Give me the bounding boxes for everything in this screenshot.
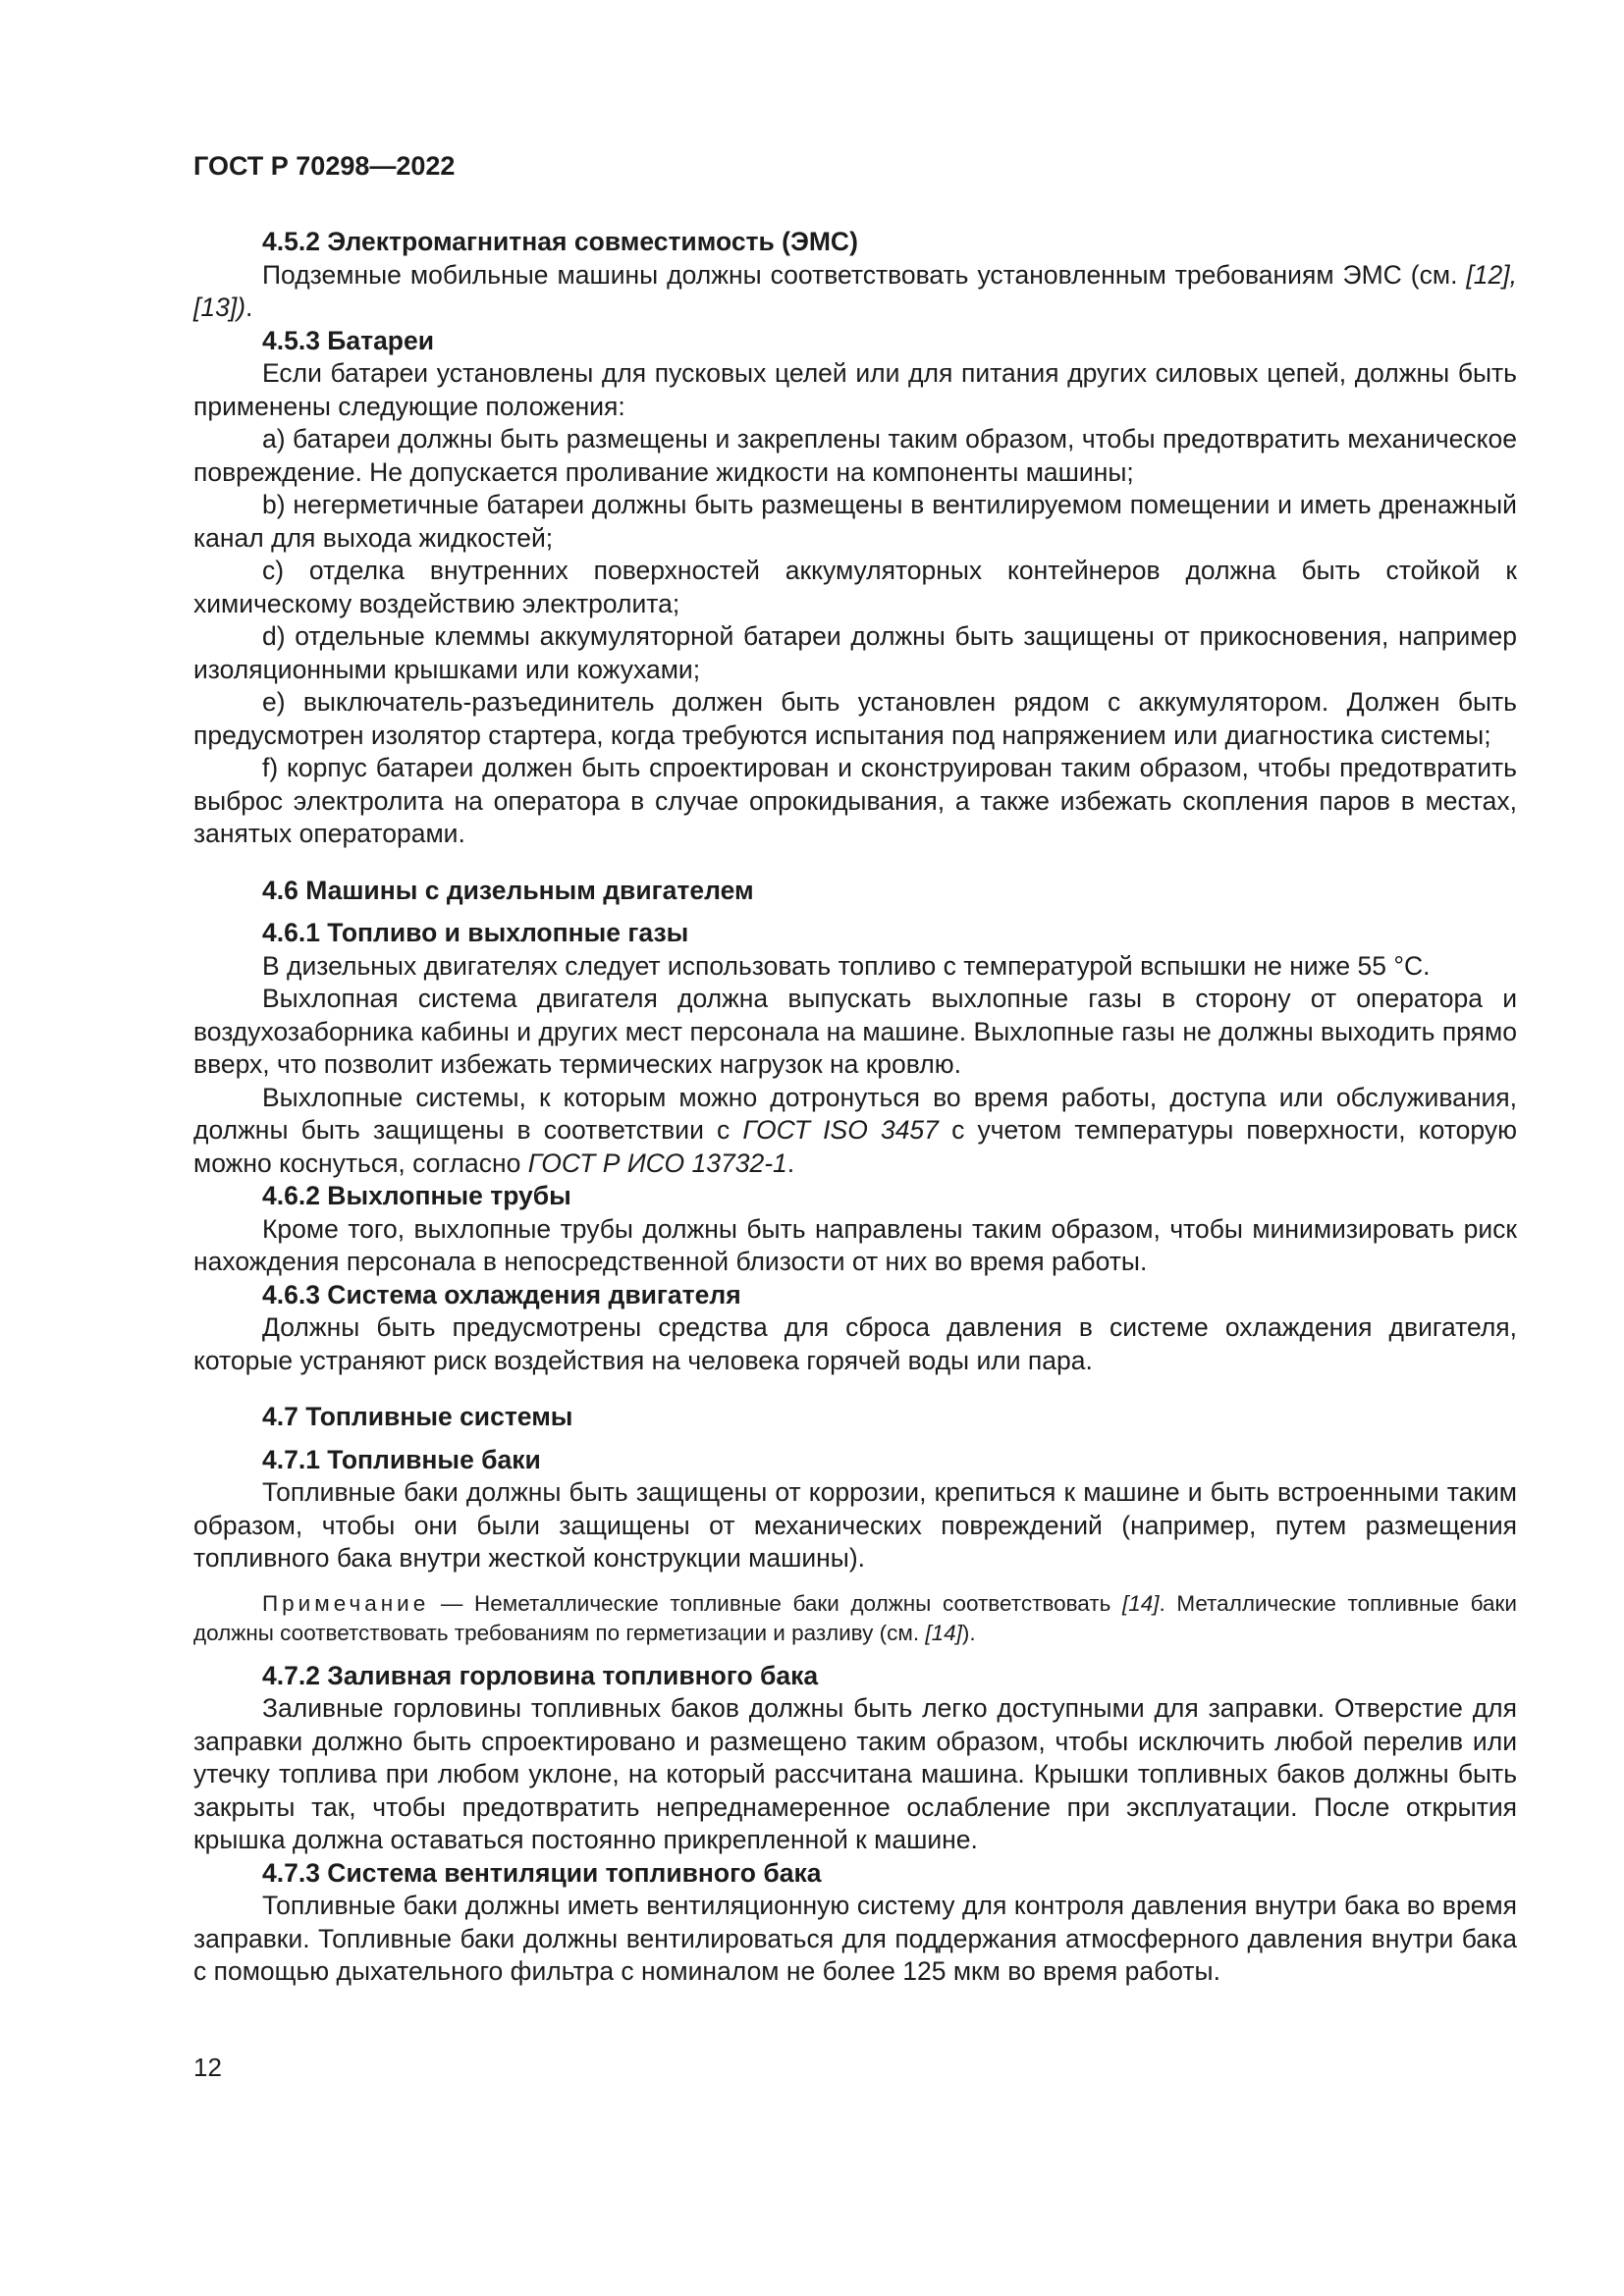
reference-link: [14]	[925, 1620, 962, 1645]
list-item-b: b) негерметичные батареи должны быть размещены в вентилируемом помещении и иметь дренажный канал для выхода жидкостей;	[193, 490, 1517, 553]
section-4-6-2-title: 4.6.2 Выхлопные трубы	[262, 1181, 571, 1210]
section-4-6-title: 4.6 Машины с дизельным двигателем	[262, 875, 754, 905]
section-4-7-3-paragraph: Топливные баки должны иметь вентиляционную систему для контроля давления внутри бака во время заправки. Топливные баки должны вентилироваться для поддержания атмосферного давления внутри бака с помощью дыхательного фильтра с номиналом не более 125 мкм во время работы.	[193, 1891, 1517, 1986]
section-4-6-1-paragraph-3	[193, 1082, 1517, 1181]
section-4-5-3-title: 4.5.3 Батареи	[262, 325, 435, 355]
paragraph-text: Выхлопные системы, к которым можно дотронуться во время работы, доступа или обслуживания, должны быть защищены в соответствии с	[193, 1082, 1517, 1145]
note-text: — Неметаллические топливные баки должны соответствовать	[440, 1590, 1111, 1616]
document-code-header: ГОСТ Р 70298—2022	[193, 151, 456, 181]
note-block	[193, 1589, 1517, 1648]
section-4-7-title: 4.7 Топливные системы	[262, 1402, 573, 1431]
list-item-e: e) выключатель-разъединитель должен быть установлен рядом с аккумулятором. Должен быть предусмотрен изолятор стартера, когда требуются испытания под напряжением или диагностика системы;	[193, 687, 1517, 750]
section-4-5-2-paragraph	[193, 259, 1517, 325]
section-4-6-1-paragraph-1: В дизельных двигателях следует использовать топливо с температурой вспышки не ниже 55 °C.	[262, 950, 1431, 981]
section-4-7-2-paragraph: Заливные горловины топливных баков должны быть легко доступными для заправки. Отверстие для заправки должно быть спроектировано и размещено таким образом, чтобы исключить любой перелив или утечку топлива при любом уклоне, на который рассчитана машина. Крышки топливных баков должны быть закрыты так, чтобы предотвратить непреднамеренное ослабление при эксплуатации. После открытия крышка должна оставаться постоянно прикрепленной к машине.	[193, 1693, 1517, 1854]
section-4-6-2-paragraph: Кроме того, выхлопные трубы должны быть направлены таким образом, чтобы минимизировать риск нахождения персонала в непосредственной близости от них во время работы.	[193, 1213, 1517, 1276]
section-4-7-1-title: 4.7.1 Топливные баки	[262, 1444, 541, 1474]
section-4-6-1-paragraph-2: Выхлопная система двигателя должна выпускать выхлопные газы в сторону от оператора и воздухозаборника кабины и других мест персонала на машине. Выхлопные газы не должны выходить прямо вверх, что позволит избежать термических нагрузок на кровлю.	[193, 984, 1517, 1079]
list-item-f: f) корпус батареи должен быть спроектирован и сконструирован таким образом, чтобы предотвратить выброс электролита на оператора в случае опрокидывания, а также избежать скопления паров в местах, занятых операторами.	[193, 753, 1517, 848]
note-text: . Металлические топливные баки должны соответствовать требованиям по герметизации и разливу (см.	[193, 1590, 1517, 1645]
list-item-a: a) батареи должны быть размещены и закреплены таким образом, чтобы предотвратить механическое повреждение. Не допускается проливание жидкости на компоненты машины;	[193, 424, 1517, 487]
section-4-6-3-paragraph: Должны быть предусмотрены средства для сброса давления в системе охлаждения двигателя, которые устраняют риск воздействия на человека горячей воды или пара.	[193, 1312, 1517, 1375]
section-4-6-3-title: 4.6.3 Система охлаждения двигателя	[262, 1279, 741, 1309]
section-4-7-2-title: 4.7.2 Заливная горловина топливного бака	[262, 1660, 819, 1690]
standard-reference: ГОСТ ISO 3457	[742, 1115, 939, 1145]
standard-reference: ГОСТ Р ИСО 13732-1	[527, 1148, 787, 1178]
reference-link: [14]	[1121, 1590, 1160, 1616]
reference-link: [12], [13])	[193, 259, 1517, 322]
note-end: ).	[961, 1620, 976, 1645]
document-body	[193, 226, 1517, 1989]
section-4-7-1-paragraph: Топливные баки должны быть защищены от коррозии, крепиться к машине и быть встроенными таким образом, чтобы они были защищены от механических повреждений (например, путем размещения топливного бака внутри жесткой конструкции машины).	[193, 1477, 1517, 1573]
paragraph-end: .	[786, 1148, 795, 1178]
page-number: 12	[193, 2053, 222, 2082]
section-4-6-1-title: 4.6.1 Топливо и выхлопные газы	[262, 918, 689, 947]
paragraph-end: .	[245, 293, 253, 322]
note-label: Примечание	[262, 1590, 430, 1616]
paragraph-text: Подземные мобильные машины должны соответствовать установленным требованиям ЭМС (см.	[262, 259, 1458, 290]
section-4-5-2-title: 4.5.2 Электромагнитная совместимость (ЭМС)	[262, 227, 858, 256]
list-item-d: d) отдельные клеммы аккумуляторной батареи должны быть защищены от прикосновения, например изоляционными крышками или кожухами;	[193, 621, 1517, 684]
section-4-7-3-title: 4.7.3 Система вентиляции топливного бака	[262, 1857, 822, 1888]
paragraph-text: с учетом температуры поверхности, которую можно коснуться, согласно	[193, 1115, 1517, 1178]
section-4-5-3-intro: Если батареи установлены для пусковых целей или для питания других силовых цепей, должны быть применены следующие положения:	[193, 358, 1517, 421]
list-item-c: c) отделка внутренних поверхностей аккумуляторных контейнеров должна быть стойкой к химическому воздействию электролита;	[193, 556, 1517, 618]
